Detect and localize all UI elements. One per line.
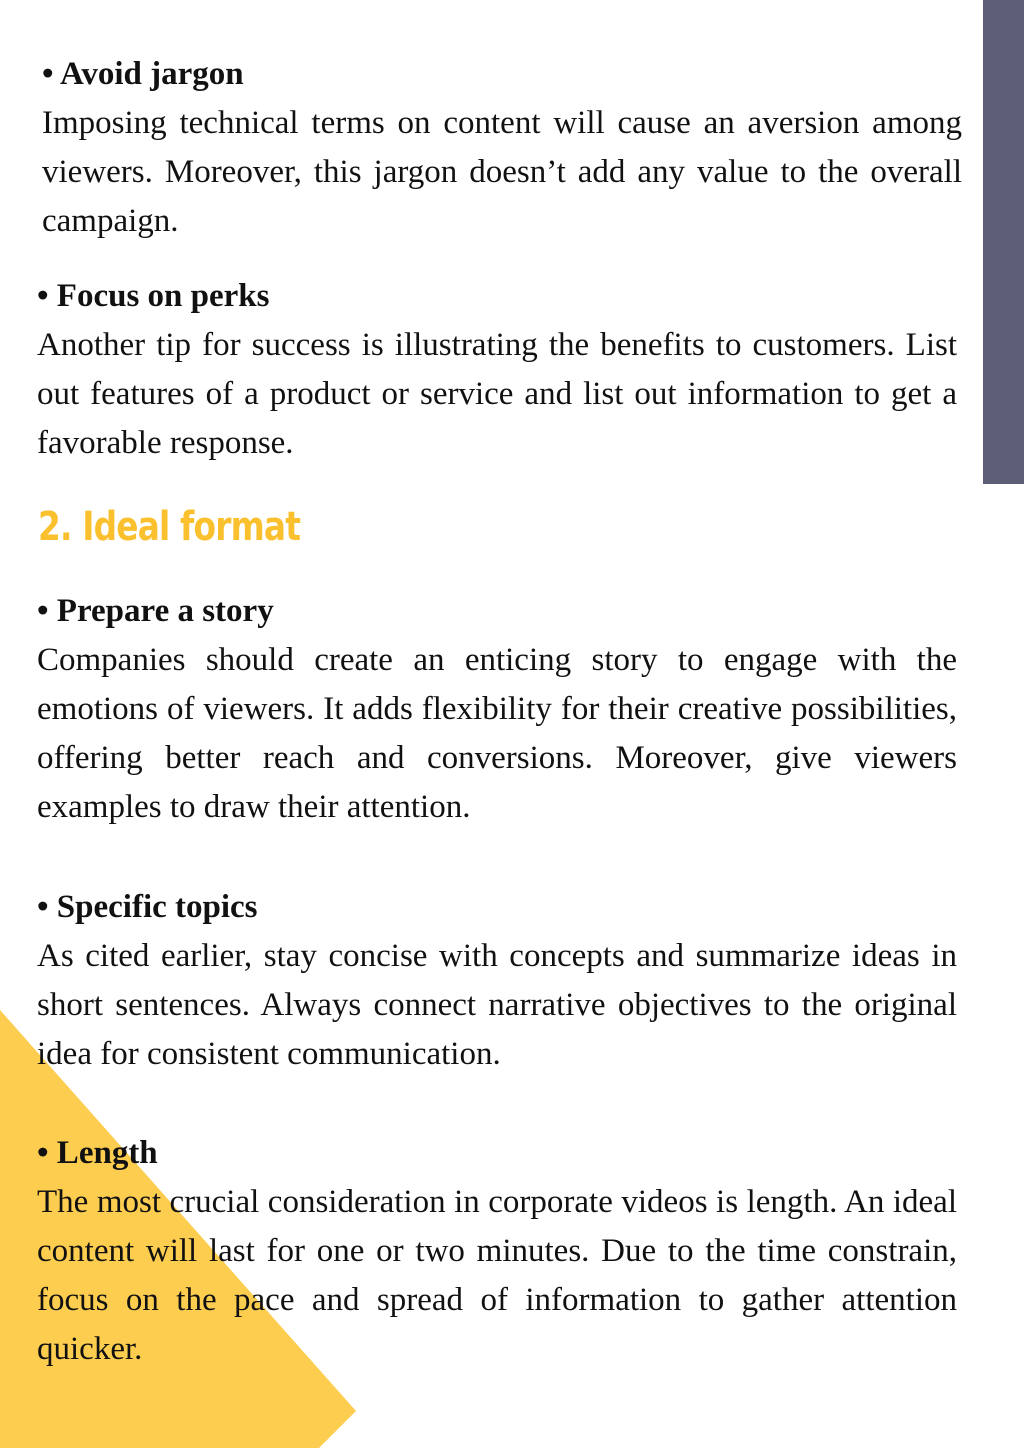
- section-body: Imposing technical terms on content will cause an aversion among viewers. Moreover, this jargon doesn’t add any value to the overall campaign.: [42, 105, 962, 239]
- section-avoid-jargon: [42, 50, 962, 246]
- section-body: Another tip for success is illustrating the benefits to customers. List out features of a product or service and list out information to get a favorable response.: [37, 327, 957, 461]
- section-focus-on-perks: [37, 272, 957, 468]
- section-title: • Length: [37, 1135, 158, 1171]
- section-specific-topics: [37, 883, 957, 1079]
- section-title: • Focus on perks: [37, 278, 270, 314]
- section-title: • Avoid jargon: [42, 56, 244, 92]
- section-body: Companies should create an enticing story to engage with the emotions of viewers. It adds flexibility for their creative possibilities, offering better reach and conversions. Moreover, give viewers examples to draw their attention.: [37, 642, 957, 825]
- decorative-side-bar: [983, 0, 1024, 484]
- section-heading: 2. Ideal format: [38, 504, 301, 550]
- section-body: As cited earlier, stay concise with concepts and summarize ideas in short sentences. Always connect narrative objectives to the original idea for consistent communication.: [37, 938, 957, 1072]
- section-length: [37, 1129, 957, 1374]
- section-title: • Specific topics: [37, 889, 258, 925]
- section-prepare-a-story: [37, 587, 957, 832]
- section-title: • Prepare a story: [37, 593, 274, 629]
- section-body: The most crucial consideration in corporate videos is length. An ideal content will last for one or two minutes. Due to the time constrain, focus on the pace and spread of information to gather attention quicker.: [37, 1184, 957, 1367]
